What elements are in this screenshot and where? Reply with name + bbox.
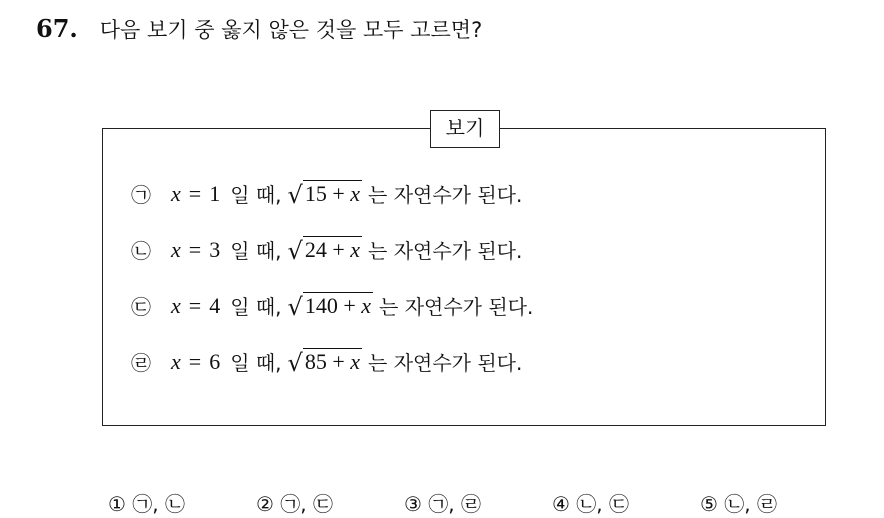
- question-header: [36, 14, 482, 44]
- statement-value: 3: [209, 236, 221, 262]
- statement-condition: 일 때,: [230, 351, 282, 375]
- question-number: 67.: [36, 14, 78, 43]
- radicand: 140 + x: [304, 293, 372, 319]
- example-box: [102, 116, 826, 426]
- radicand: 24 + x: [304, 237, 361, 263]
- radical-sign-icon: √: [287, 236, 303, 265]
- statement-equals: =: [188, 236, 202, 262]
- statement-marker: ㉠: [131, 183, 151, 207]
- statement-value: 6: [209, 348, 221, 374]
- answer-choice-2[interactable]: ② ㉠, ㉢: [256, 492, 334, 516]
- statement-condition: 일 때,: [230, 183, 282, 207]
- answer-choice-1[interactable]: ① ㉠, ㉡: [108, 492, 186, 516]
- answer-choice-4[interactable]: ④ ㉡, ㉢: [552, 492, 630, 516]
- statement-1: [131, 179, 522, 208]
- answer-choice-5[interactable]: ⑤ ㉡, ㉣: [700, 492, 778, 516]
- radicand-variable: x: [361, 293, 372, 319]
- statement-result: 는 자연수가 된다.: [379, 295, 534, 319]
- question-text: 다음 보기 중 옳지 않은 것을 모두 고르면?: [99, 18, 483, 42]
- radicand: 15 + x: [304, 181, 361, 207]
- statement-value: 4: [209, 292, 221, 318]
- square-root-expression: [287, 180, 362, 209]
- statement-2: [131, 235, 522, 264]
- statement-4: [131, 347, 522, 376]
- statement-equals: =: [188, 348, 202, 374]
- statement-marker: ㉡: [131, 239, 151, 263]
- radical-sign-icon: √: [287, 348, 303, 377]
- square-root-expression: [287, 348, 362, 377]
- radicand-variable: x: [350, 349, 361, 375]
- statement-variable: x: [171, 236, 181, 262]
- square-root-expression: [287, 292, 373, 321]
- statement-marker: ㉣: [131, 351, 151, 375]
- statement-variable: x: [171, 292, 181, 318]
- statement-marker: ㉢: [131, 295, 151, 319]
- statement-condition: 일 때,: [230, 295, 282, 319]
- answer-choice-3[interactable]: ③ ㉠, ㉣: [404, 492, 482, 516]
- statement-result: 는 자연수가 된다.: [368, 239, 523, 263]
- statement-3: [131, 291, 533, 320]
- statement-equals: =: [188, 292, 202, 318]
- statement-variable: x: [171, 348, 181, 374]
- radical-sign-icon: √: [287, 180, 303, 209]
- radicand-variable: x: [350, 237, 361, 263]
- radicand-variable: x: [350, 181, 361, 207]
- square-root-expression: [287, 236, 362, 265]
- answer-choices: [108, 488, 848, 517]
- statement-result: 는 자연수가 된다.: [368, 183, 523, 207]
- statement-variable: x: [171, 180, 181, 206]
- statement-result: 는 자연수가 된다.: [368, 351, 523, 375]
- radical-sign-icon: √: [287, 292, 303, 321]
- statement-condition: 일 때,: [230, 239, 282, 263]
- example-box-title: 보기: [430, 110, 500, 148]
- statement-value: 1: [209, 180, 221, 206]
- statement-equals: =: [188, 180, 202, 206]
- radicand: 85 + x: [304, 349, 361, 375]
